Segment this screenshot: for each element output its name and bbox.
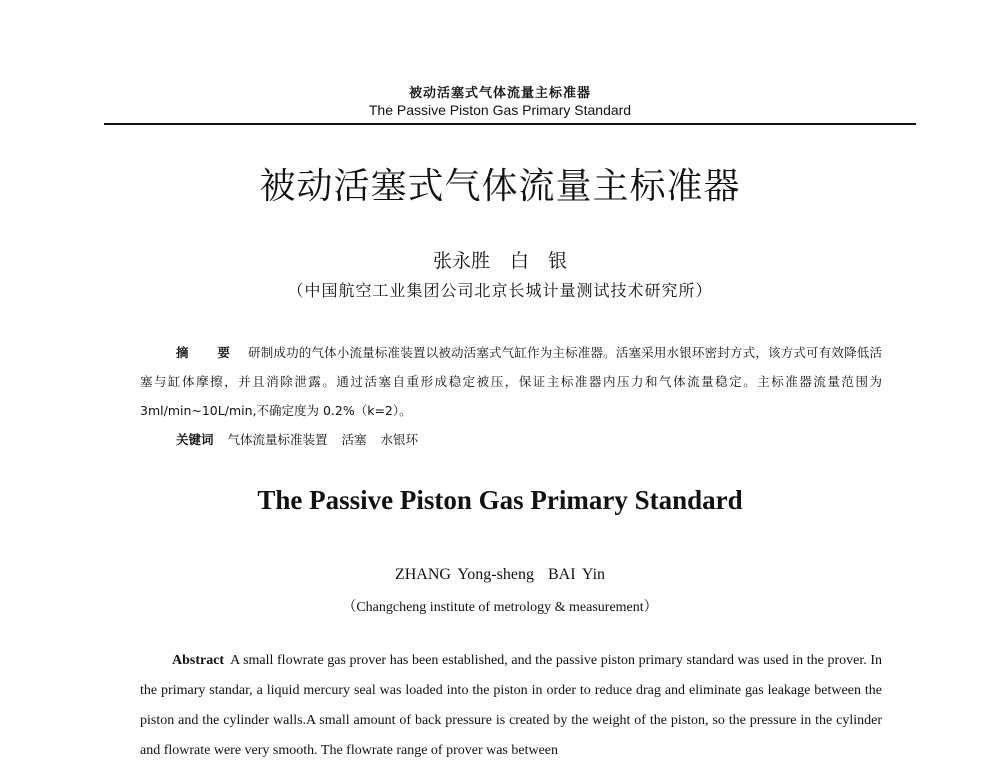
authors-chinese — [0, 246, 1000, 273]
authors-english — [0, 566, 1000, 584]
paper-title-english: The Passive Piston Gas Primary Standard — [257, 485, 743, 515]
abstract-english-text: A small flowrate gas prover has been established, and the passive piston primary standard was used in the prover. In the primary standar, a liquid mercury seal was loaded into the piston in order to reduce drag and eliminate gas leakage between the piston and the cylinder walls.A small amount of back pressure is created by the weight of the piston, so the pressure in the cylinder and flowrate were very smooth. The flowrate range of prover was between — [140, 653, 882, 758]
header-rule — [104, 123, 916, 125]
abstract-chinese-label: 摘 要 — [176, 345, 239, 360]
keywords-chinese-label: 关键词 — [176, 432, 214, 447]
author-2-english: BAI Yin — [547, 566, 606, 583]
running-head-chinese-title: 被动活塞式气体流量主标准器 — [408, 86, 591, 101]
abstract-english — [140, 646, 882, 766]
keyword-1: 气体流量标准装置 — [227, 432, 328, 447]
keyword-3: 水银环 — [380, 432, 419, 447]
running-head-english-title: The Passive Piston Gas Primary Standard — [368, 102, 632, 118]
author-1-chinese: 张永胜 — [432, 250, 490, 272]
author-1-english: ZHANG Yong-sheng — [394, 566, 534, 583]
abstract-english-label: Abstract — [172, 653, 225, 668]
keyword-2: 活塞 — [341, 432, 367, 447]
affiliation-chinese: （中国航空工业集团公司北京长城计量测试技术研究所） — [287, 281, 713, 300]
author-2-chinese: 白 银 — [510, 250, 568, 272]
keywords-chinese — [176, 430, 432, 448]
abstract-chinese — [140, 338, 882, 425]
abstract-chinese-text: 研制成功的气体小流量标准装置以被动活塞式气缸作为主标准器。活塞采用水银环密封方式，该方式可有效降低活塞与缸体摩擦，并且消除泄露。通过活塞自重形成稳定被压，保证主标准器内压力和气体流量稳定。主标准器流量范围为 3ml/min~10L/min,不确定度为 0.2%（k=2）。 — [140, 345, 882, 418]
affiliation-english: （Changcheng institute of metrology & measurement） — [342, 600, 658, 615]
paper-title-chinese: 被动活塞式气体流量主标准器 — [259, 166, 741, 207]
